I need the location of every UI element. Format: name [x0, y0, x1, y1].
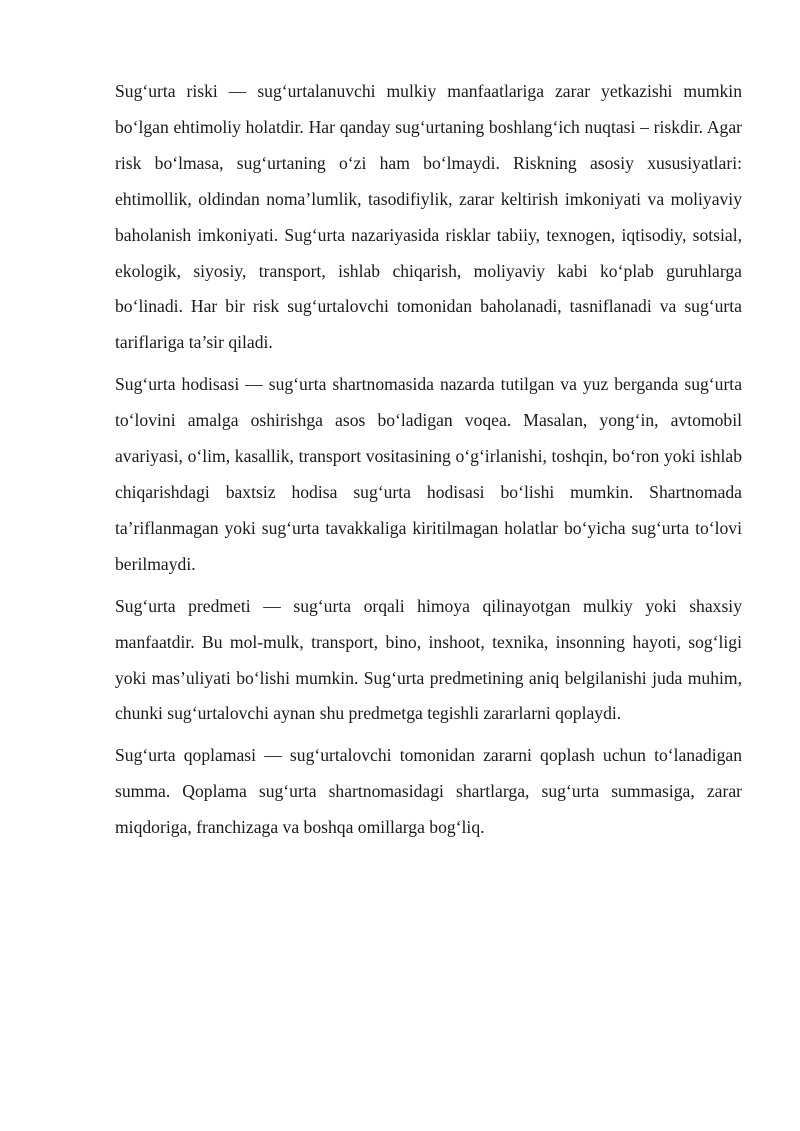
paragraph-insurance-risk: Sug‘urta riski — sug‘urtalanuvchi mulkiy manfaatlariga zarar yetkazishi mumkin bo‘lgan ehtimoliy holatdir. Har qanday sug‘urtaning boshlang‘ich nuqtasi – riskdir. Agar risk bo‘lmasa, sug‘urtaning o‘zi ham bo‘lmaydi. Riskning asosiy xususiyatlari: ehtimollik, oldindan noma’lumlik, tasodifiylik, zarar keltirish imkoniyati va moliyaviy baholanish imkoniyati. Sug‘urta nazariyasida risklar tabiiy, texnogen, iqtisodiy, sotsial, ekologik, siyosiy, transport, ishlab chiqarish, moliyaviy kabi ko‘plab guruhlarga bo‘linadi. Har bir risk sug‘urtalovchi tomonidan baholanadi, tasniflanadi va sug‘urta tariflariga ta’sir qiladi.	[115, 81, 742, 353]
paragraph-insurance-subject: Sug‘urta predmeti — sug‘urta orqali himoya qilinayotgan mulkiy yoki shaxsiy manfaatdir. Bu mol-mulk, transport, bino, inshoot, texnika, insonning hayoti, sog‘ligi yoki mas’uliyati bo‘lishi mumkin. Sug‘urta predmetining aniq belgilanishi juda muhim, chunki sug‘urtalovchi aynan shu predmetga tegishli zararlarni qoplaydi.	[115, 595, 742, 724]
paragraph-insurance-coverage: Sug‘urta qoplamasi — sug‘urtalovchi tomonidan zararni qoplash uchun to‘lanadigan summa. Qoplama sug‘urta shartnomasidagi shartlarga, sug‘urta summasiga, zarar miqdoriga, franchizaga va boshqa omillarga bog‘liq.	[115, 745, 742, 838]
paragraph-insurance-event: Sug‘urta hodisasi — sug‘urta shartnomasida nazarda tutilgan va yuz berganda sug‘urta to‘lovini amalga oshirishga asos bo‘ladigan voqea. Masalan, yong‘in, avtomobil avariyasi, o‘lim, kasallik, transport vositasining o‘g‘irlanishi, toshqin, bo‘ron yoki ishlab chiqarishdagi baxtsiz hodisa sug‘urta hodisasi bo‘lishi mumkin. Shartnomada ta’riflanmagan yoki sug‘urta tavakkaliga kiritilmagan holatlar bo‘yicha sug‘urta to‘lovi berilmaydi.	[115, 374, 742, 574]
document-page	[115, 74, 742, 852]
